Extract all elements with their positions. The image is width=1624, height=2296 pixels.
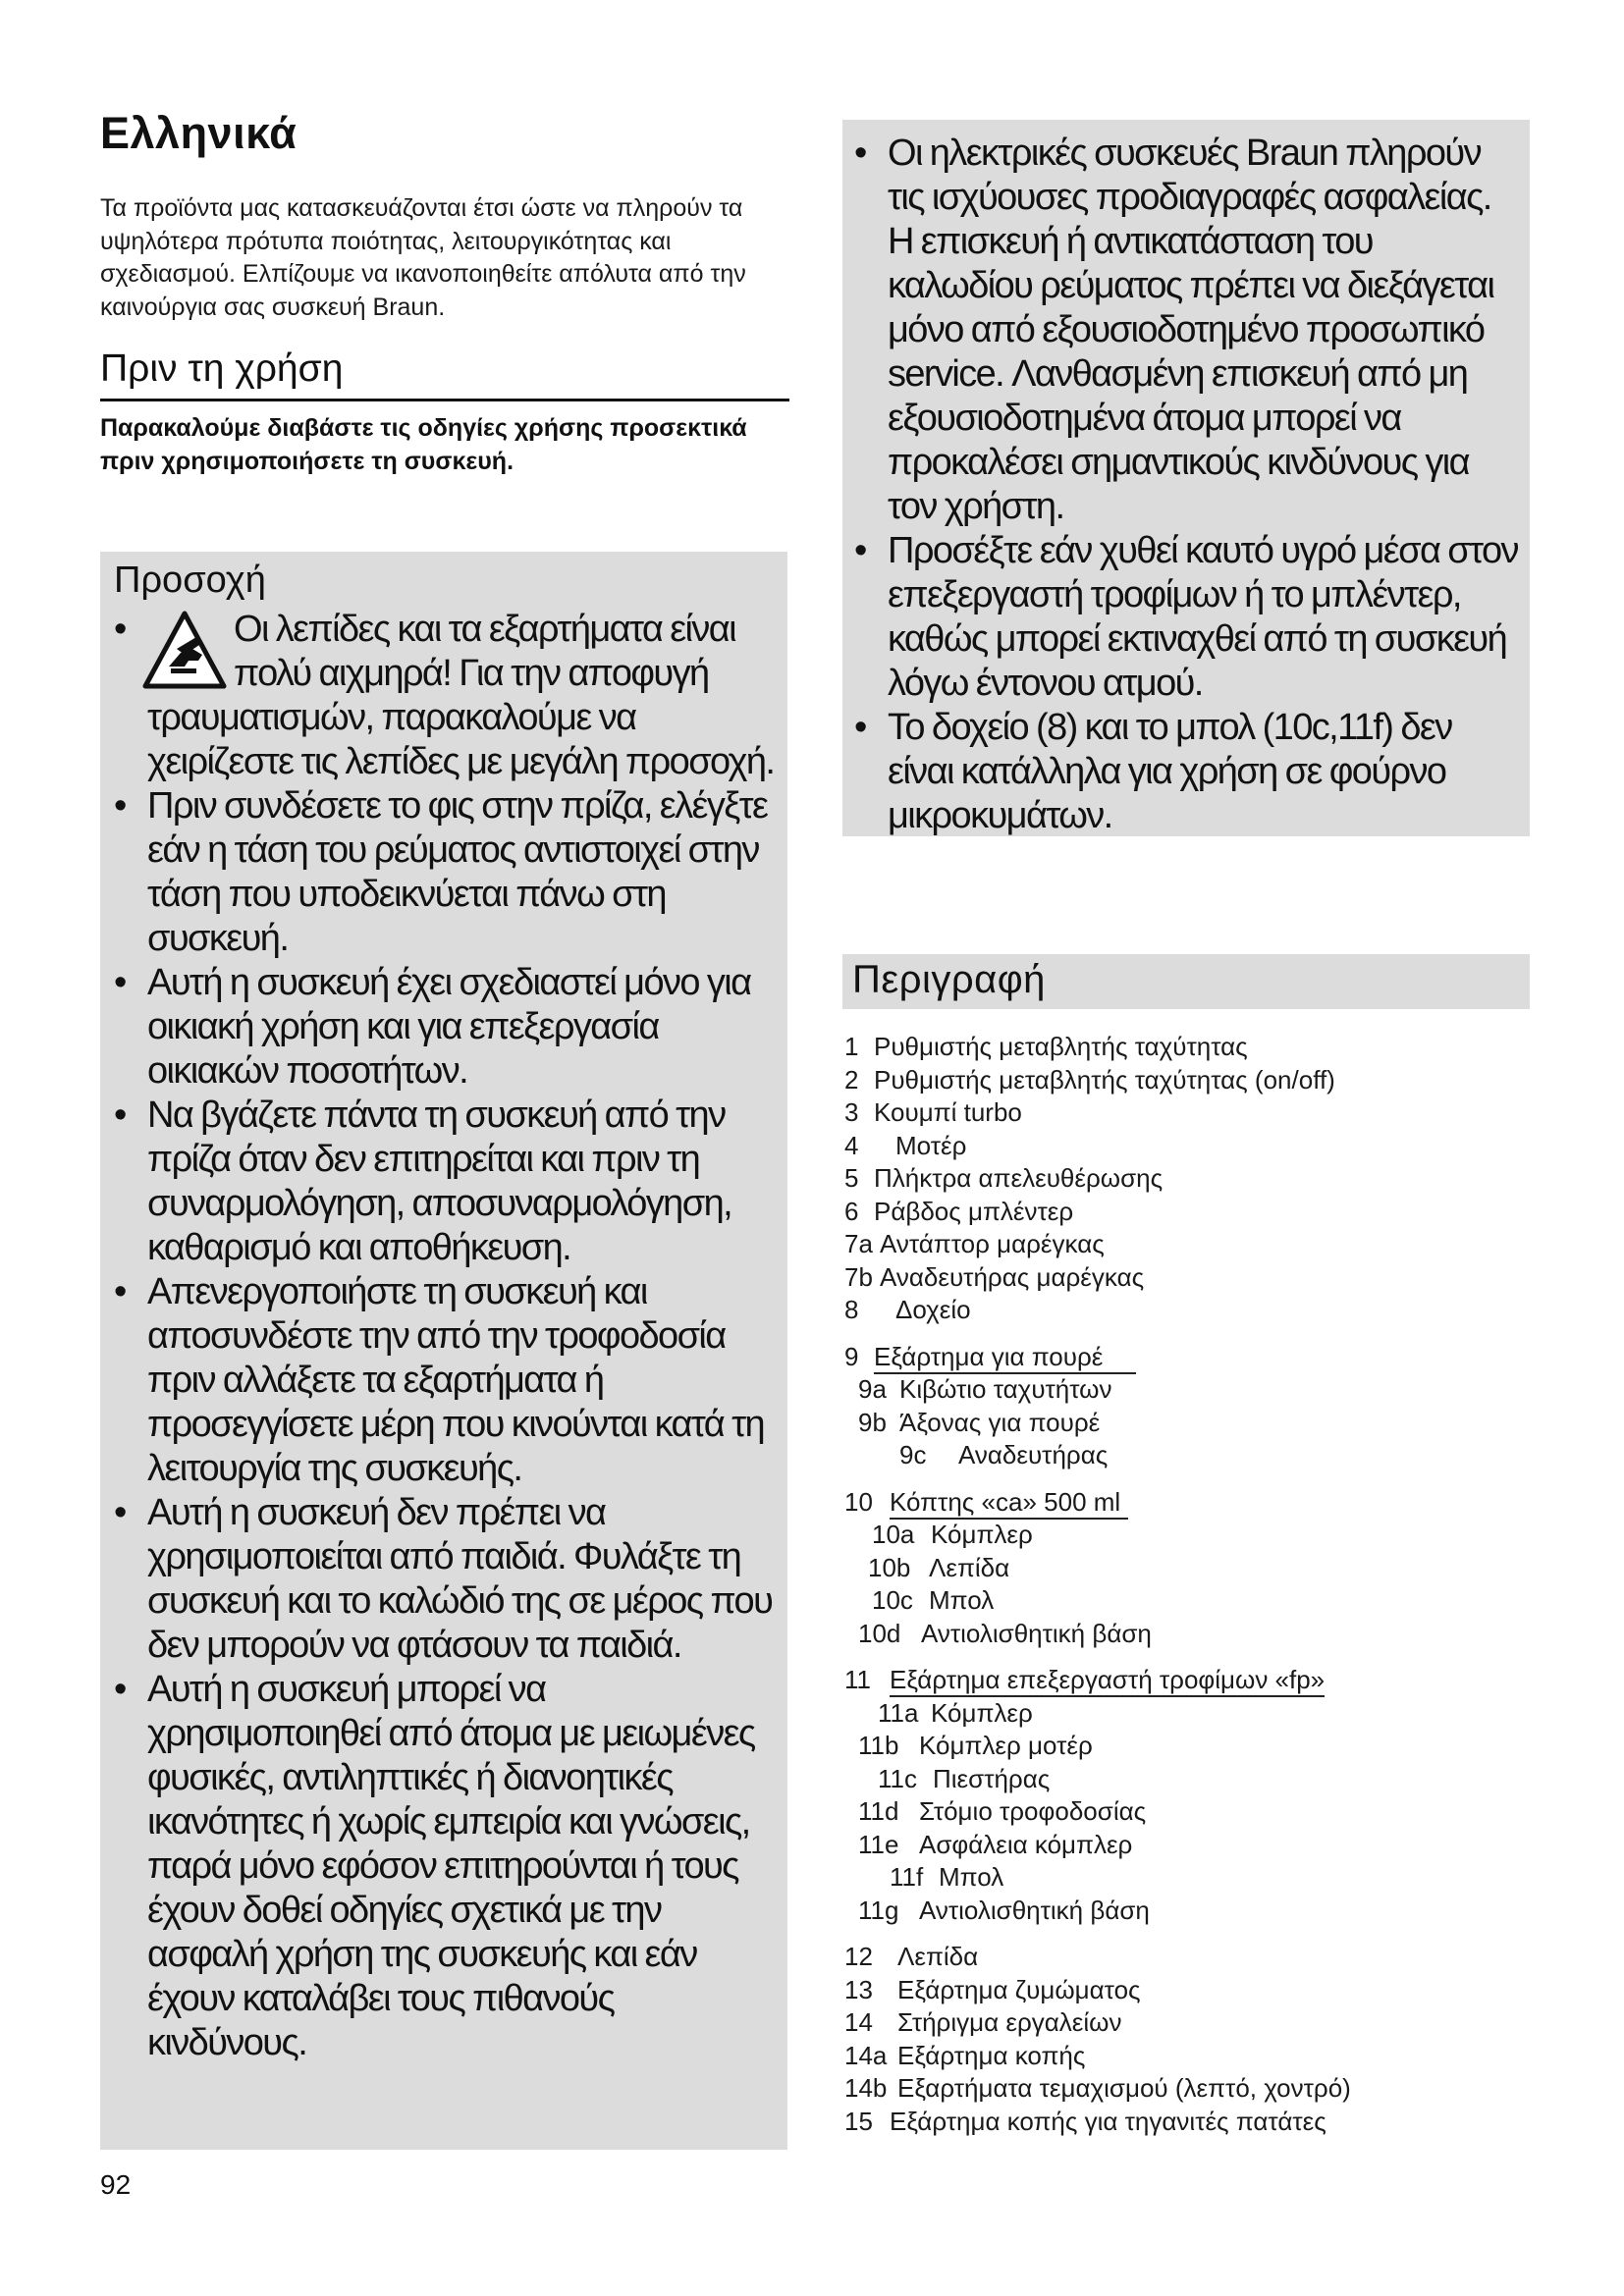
part-row: 10 Κόπτης «ca» 500 ml [844,1486,1551,1520]
hand-blade-warning-icon [141,610,228,692]
part-row: 14 Στήριγμα εργαλείων [844,2007,1122,2037]
part-row: 10d Αντιολισθητική βάση [858,1618,1152,1648]
part-row: 13 Εξάρτημα ζυμώματος [844,1974,1141,2004]
caution-item: • Το δοχείο (8) και το μπολ (10c,11f) δεν είναι κατάλληλα για χρήση σε φούρνο μικροκυμάτων. [854,707,1452,836]
part-row: 6 Ράβδος μπλέντερ [844,1196,1074,1226]
part-row: 12 Λεπίδα [844,1942,979,1971]
part-row: 9a Κιβώτιο ταχυτήτων [858,1374,1112,1404]
part-row: 14b Εξαρτήματα τεμαχισμού (λεπτό, χοντρό) [844,2073,1351,2103]
part-row: 11 Εξάρτημα επεξεργαστή τροφίμων «fp» [844,1664,1551,1697]
part-row: 8 Δοχείο [844,1295,971,1324]
part-row: 9c Αναδευτήρας [899,1440,1109,1469]
part-row: 4 Μοτέρ [844,1130,967,1160]
part-row: 11b Κόμπλερ μοτέρ [858,1731,1093,1760]
part-row: 3 Κουμπί turbo [844,1097,1022,1127]
caution-item: • Αυτή η συσκευή μπορεί να χρησιμοποιηθεί από άτομα με μειωμένες φυσικές, αντιληπτικές ή διανοητικές ικανότητες ή χωρίς εμπειρία και γνώσεις, παρά μόνο εφόσον επιτηρούνται ή τους έχουν δοθεί οδηγίες σχετικά με την ασφαλή χρήση της συσκευής και εάν έχουν καταλάβει τους πιθανούς κινδύνους. [114,1669,755,2063]
part-row: 14a Εξάρτημα κοπής [844,2040,1086,2070]
part-row: 10b Λεπίδα [868,1552,1010,1582]
intro-paragraph: Τα προϊόντα μας κατασκευάζονται έτσι ώστε να πληρούν τα υψηλότερα πρότυπα ποιότητας, λειτουργικότητας και σχεδιασμού. Ελπίζουμε να ικανοποιηθείτε απόλυτα από την καινούργια σας συσκευή Braun. [100,194,746,321]
before-use-heading: Πριν τη χρήση [100,347,789,401]
part-row: 7b Αναδευτήρας μαρέγκας [844,1261,1145,1292]
part-row: 11g Αντιολισθητική βάση [858,1895,1150,1925]
caution-box-continued [842,120,1530,836]
caution-item: • Να βγάζετε πάντα τη συσκευή από την πρίζα όταν δεν επιτηρείται και πριν τη συναρμολόγηση, αποσυναρμολόγηση, καθαρισμό και αποθήκευση. [114,1095,732,1268]
part-row: 2 Ρυθμιστής μεταβλητής ταχύτητας (on/off) [844,1064,1335,1095]
caution-list-continued [854,132,1520,838]
part-row: 15 Εξάρτημα κοπής για τηγανιτές πατάτες [844,2106,1326,2136]
part-row: 10a Κόμπλερ [872,1520,1033,1549]
caution-box [100,552,787,2150]
part-row: 9b Άξονας για πουρέ [858,1407,1101,1437]
part-row: 5 Πλήκτρα απελευθέρωσης [844,1163,1164,1193]
description-heading-bar [842,954,1530,1009]
part-row: 11d Στόμιο τροφοδοσίας [858,1796,1147,1826]
part-row: 11f Μπολ [890,1862,1004,1892]
part-row: 10c Μπολ [872,1585,995,1615]
part-row: 11a Κόμπλερ [878,1697,1033,1728]
page-number: 92 [100,2169,132,2200]
part-row: 11e Ασφάλεια κόμπλερ [858,1829,1133,1859]
before-use-note: Παρακαλούμε διαβάστε τις οδηγίες χρήσης προσεκτικά πριν χρησιμοποιήσετε τη συσκευή. [100,414,747,475]
caution-item: • Οι ηλεκτρικές συσκευές Braun πληρούν τις ισχύουσες προδιαγραφές ασφαλείας. Η επισκευή ή αντικατάσταση του καλωδίου ρεύματος πρέπει να διεξάγεται μόνο από εξουσιοδοτημένο προσωπικό service. Λανθασμένη επισκευή από μη εξουσιοδοτημένα άτομα μπορεί να προκαλέσει σημαντικούς κινδύνους για τον χρήστη. [854,133,1494,527]
caution-item: • Αυτή η συσκευή έχει σχεδιαστεί μόνο για οικιακή χρήση και για επεξεργασία οικιακών ποσοτήτων. [114,962,751,1092]
caution-item: • Αυτή η συσκευή δεν πρέπει να χρησιμοποιείται από παιδιά. Φυλάξτε τη συσκευή και το καλώδιό της σε μέρος που δεν μπορούν να φτάσουν τα παιδιά. [114,1492,773,1666]
part-row: 11c Πιεστήρας [878,1763,1051,1793]
caution-item: • Πριν συνδέσετε το φις στην πρίζα, ελέγξτε εάν η τάση του ρεύματος αντιστοιχεί στην τάση που υποδεικνύεται πάνω στη συσκευή. [114,785,768,959]
parts-list [844,1031,1551,2138]
part-row: 9 Εξάρτημα για πουρέ [844,1341,1551,1374]
part-row: 1 Ρυθμιστής μεταβλητής ταχύτητας [844,1032,1248,1061]
part-row: 7a Αντάπτορ μαρέγκας [844,1229,1105,1258]
caution-item: • Οι λεπίδες και τα εξαρτήματα είναι πολύ αιχμηρά! Για την αποφυγή τραυματισμών, παρακαλούμε να χειρίζεστε τις λεπίδες με μεγάλη προσοχή. [114,609,775,782]
caution-title: Προσοχή [114,560,266,601]
left-column [100,108,789,478]
caution-item: • Προσέξτε εάν χυθεί καυτό υγρό μέσα στον επεξεργαστή τροφίμων ή το μπλέντερ, καθώς μπορεί εκτιναχθεί από τη συσκευή λόγω έντονου ατμού. [854,530,1518,704]
language-heading: Ελληνικά [100,108,298,158]
caution-item: • Απενεργοποιήστε τη συσκευή και αποσυνδέστε την από την τροφοδοσία πριν αλλάξετε τα εξαρτήματα ή προσεγγίσετε μέρη που κινούνται κατά τη λειτουργία της συσκευής. [114,1271,765,1489]
caution-list [114,608,778,2065]
description-heading: Περιγραφή [852,958,1046,1001]
